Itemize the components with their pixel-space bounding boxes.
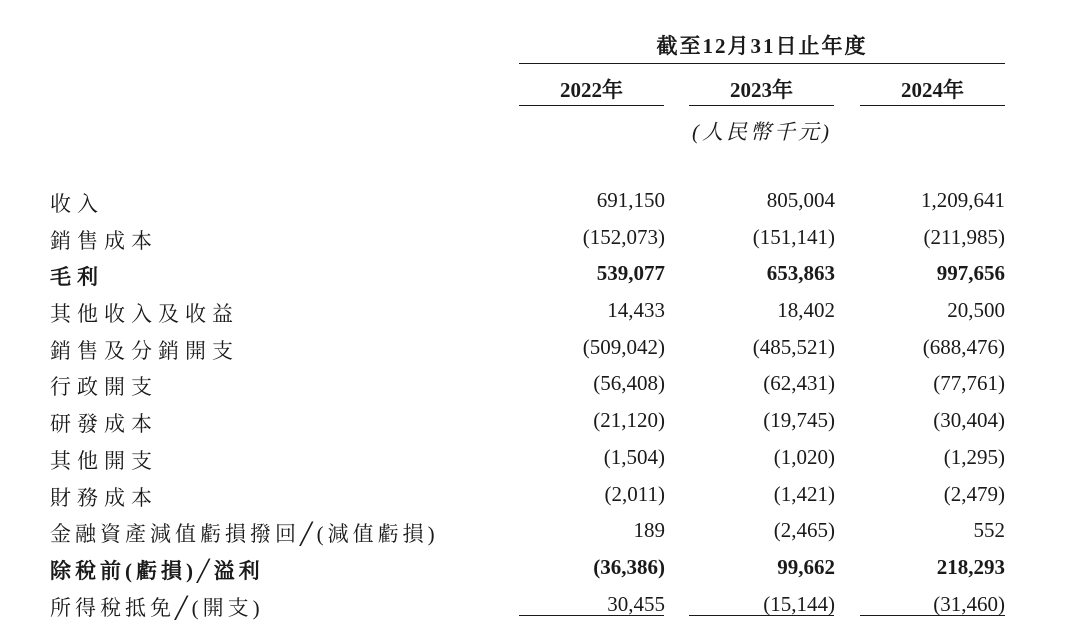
value-2022: (2,011)	[604, 481, 665, 506]
value-2023: (15,144)	[763, 591, 835, 616]
table-row	[0, 518, 1080, 555]
value-2023: (485,521)	[752, 334, 835, 359]
table-row	[0, 225, 1080, 262]
row-label: 所得稅抵免╱(開支)	[50, 595, 264, 620]
value-2023: (1,020)	[773, 444, 835, 469]
bottom-rule-2023	[689, 615, 834, 616]
income-statement-table	[0, 188, 1080, 628]
table-row	[0, 188, 1080, 225]
table-row	[0, 482, 1080, 519]
value-2022: 539,077	[596, 261, 665, 286]
table-row	[0, 335, 1080, 372]
value-2024: (688,476)	[922, 334, 1005, 359]
year-header-2023: 2023年	[730, 78, 793, 102]
value-2024: (1,295)	[943, 444, 1005, 469]
value-2022: (509,042)	[582, 334, 665, 359]
row-label: 除稅前(虧損)╱溢利	[50, 558, 264, 583]
year-rule-2023	[689, 105, 834, 106]
value-2024: (2,479)	[943, 481, 1005, 506]
value-2023: (19,745)	[763, 408, 835, 433]
row-label: 其他收入及收益	[50, 302, 239, 327]
row-label: 金融資產減值虧損撥回╱(減值虧損)	[50, 522, 439, 547]
value-2024: 552	[973, 518, 1005, 543]
value-2022: (21,120)	[593, 408, 665, 433]
value-2023: (62,431)	[763, 371, 835, 396]
value-2024: 997,656	[936, 261, 1005, 286]
value-2022: 30,455	[607, 591, 665, 616]
value-2024: (77,761)	[933, 371, 1005, 396]
value-2023: (151,141)	[752, 224, 835, 249]
bottom-rule-2024	[860, 615, 1005, 616]
year-rule-2024	[860, 105, 1005, 106]
year-header-2022: 2022年	[560, 78, 623, 102]
value-2022: 14,433	[607, 298, 665, 323]
value-2022: (1,504)	[603, 444, 665, 469]
row-label: 收入	[50, 192, 104, 216]
value-2023: 99,662	[777, 554, 835, 579]
value-2024: 20,500	[947, 298, 1005, 323]
value-2022: (36,386)	[593, 554, 665, 579]
value-2023: 805,004	[766, 188, 835, 212]
table-row	[0, 371, 1080, 408]
value-2024: (211,985)	[923, 224, 1005, 249]
value-2022: (152,073)	[582, 224, 665, 249]
row-label: 銷售及分銷開支	[50, 338, 239, 363]
value-2023: (2,465)	[773, 518, 835, 543]
value-2024: (31,460)	[933, 591, 1005, 616]
table-row	[0, 592, 1080, 629]
row-label: 財務成本	[50, 485, 158, 510]
row-label: 研發成本	[50, 412, 158, 437]
value-2023: 653,863	[766, 261, 835, 286]
value-2024: 218,293	[936, 554, 1005, 579]
period-header-rule	[519, 63, 1005, 64]
table-row	[0, 555, 1080, 592]
table-row	[0, 445, 1080, 482]
value-2022: 691,150	[596, 188, 665, 212]
row-label: 其他開支	[50, 448, 158, 473]
value-2023: (1,421)	[773, 481, 835, 506]
value-2022: (56,408)	[593, 371, 665, 396]
bottom-rule-2022	[519, 615, 664, 616]
year-header-2024: 2024年	[901, 78, 964, 102]
table-row	[0, 298, 1080, 335]
row-label: 銷售成本	[50, 228, 158, 253]
row-label: 行政開支	[50, 375, 158, 400]
row-label: 毛利	[50, 265, 104, 290]
value-2023: 18,402	[777, 298, 835, 323]
unit-label: (人民幣千元)	[692, 120, 832, 144]
value-2024: (30,404)	[933, 408, 1005, 433]
value-2024: 1,209,641	[921, 188, 1005, 212]
year-rule-2022	[519, 105, 664, 106]
value-2022: 189	[633, 518, 665, 543]
table-row	[0, 261, 1080, 298]
table-row	[0, 408, 1080, 445]
period-header: 截至12月31日止年度	[656, 34, 868, 58]
